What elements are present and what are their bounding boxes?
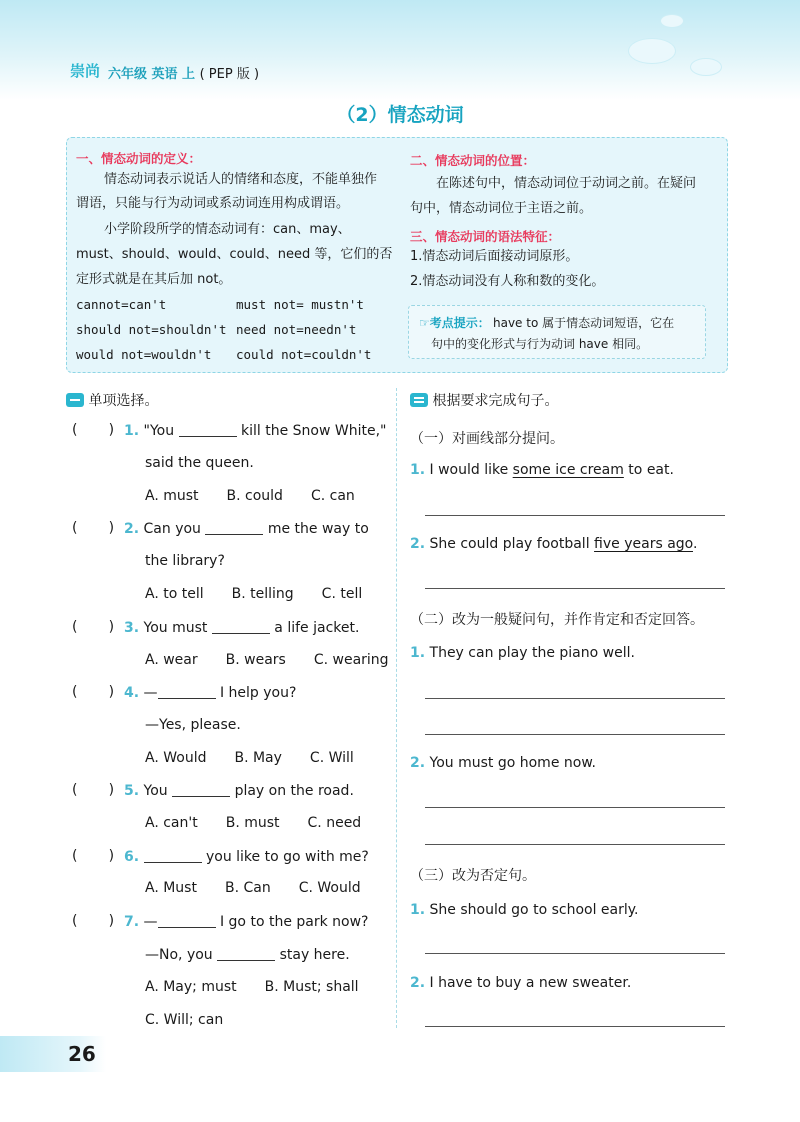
question-2-options: A. to tell B. telling C. tell xyxy=(145,586,363,602)
answer-paren[interactable]: ( ) xyxy=(72,913,115,929)
exam-tip-text-2: 句中的变化形式与行为动词 have 相同。 xyxy=(431,337,649,351)
question-2-cont: the library? xyxy=(145,553,225,569)
answer-line[interactable] xyxy=(425,588,725,589)
feature-item-2: 2.情态动词没有人称和数的变化。 xyxy=(410,274,605,289)
answer-line[interactable] xyxy=(425,953,725,954)
answer-line[interactable] xyxy=(425,734,725,735)
blank[interactable] xyxy=(212,619,270,634)
definition-text-3: 小学阶段所学的情态动词有：can、may、 xyxy=(104,222,351,237)
blank[interactable] xyxy=(144,848,202,863)
question-1-options: A. must B. could C. can xyxy=(145,488,355,504)
section2-title: 根据要求完成句子。 xyxy=(410,390,558,410)
part1-sentence-2: 2. She could play football five years ago. xyxy=(410,536,698,552)
tip-icon: ☞ xyxy=(419,316,430,330)
question-7-cont: —No, you stay here. xyxy=(145,947,350,963)
part1-title: （一）对画线部分提问。 xyxy=(410,431,564,447)
exam-tip-text-1: have to 属于情态动词短语，它在 xyxy=(493,316,675,330)
answer-paren[interactable]: ( ) xyxy=(72,520,115,536)
blank[interactable] xyxy=(205,520,263,535)
blank[interactable] xyxy=(172,782,230,797)
blank[interactable] xyxy=(217,946,275,961)
question-1: 1. "You kill the Snow White," xyxy=(124,423,387,439)
part1-sentence-1: 1. I would like some ice cream to eat. xyxy=(410,462,674,478)
question-7: 7. — I go to the park now? xyxy=(124,914,369,930)
section-two-badge xyxy=(410,393,428,407)
section-one-badge xyxy=(66,393,84,407)
part2-title: （二）改为一般疑问句，并作肯定和否定回答。 xyxy=(410,612,704,628)
question-6-options: A. Must B. Can C. Would xyxy=(145,880,361,896)
feature-item-1: 1.情态动词后面接动词原形。 xyxy=(410,249,579,264)
part2-sentence-2: 2. You must go home now. xyxy=(410,755,596,771)
definition-heading: 一、情态动词的定义： xyxy=(76,151,202,166)
definition-text-1: 情态动词表示说话人的情绪和态度，不能单独作 xyxy=(104,172,378,187)
answer-line[interactable] xyxy=(425,1026,725,1027)
blank[interactable] xyxy=(179,422,237,437)
question-1-cont: said the queen. xyxy=(145,455,254,471)
answer-paren[interactable]: ( ) xyxy=(72,619,115,635)
header-book-title: 六年级 英语 上 ( PEP 版 ) xyxy=(108,67,260,82)
answer-line[interactable] xyxy=(425,844,725,845)
negation-form: should not=shouldn't xyxy=(76,322,227,337)
cloud-decoration xyxy=(628,38,676,64)
position-text-2: 句中，情态动词位于主语之前。 xyxy=(410,201,593,216)
page-title: （2）情态动词 xyxy=(336,104,464,126)
part3-sentence-2: 2. I have to buy a new sweater. xyxy=(410,975,632,991)
blank[interactable] xyxy=(158,684,216,699)
question-6: 6. you like to go with me? xyxy=(124,849,369,865)
answer-line[interactable] xyxy=(425,807,725,808)
negation-form: would not=wouldn't xyxy=(76,347,212,362)
question-2: 2. Can you me the way to xyxy=(124,521,369,537)
question-5-options: A. can't B. must C. need xyxy=(145,815,362,831)
part3-sentence-1: 1. She should go to school early. xyxy=(410,902,639,918)
section1-title: 单项选择。 xyxy=(66,390,158,410)
answer-line[interactable] xyxy=(425,698,725,699)
negation-form: must not= mustn't xyxy=(236,297,364,312)
exam-tip-box xyxy=(408,305,706,359)
question-3: 3. You must a life jacket. xyxy=(124,620,360,636)
position-heading: 二、情态动词的位置： xyxy=(410,153,536,168)
negation-form: cannot=can't xyxy=(76,297,167,312)
question-3-options: A. wear B. wears C. wearing xyxy=(145,652,389,668)
answer-paren[interactable]: ( ) xyxy=(72,422,115,438)
answer-paren[interactable]: ( ) xyxy=(72,782,115,798)
negation-form: need not=needn't xyxy=(236,322,357,337)
question-7-options: A. May; must B. Must; shall xyxy=(145,979,359,995)
cloud-decoration xyxy=(660,14,684,28)
position-text-1: 在陈述句中，情态动词位于动词之前。在疑问 xyxy=(436,176,697,191)
negation-form: could not=couldn't xyxy=(236,347,372,362)
definition-text-4: must、should、would、could、need 等，它们的否 xyxy=(76,247,393,262)
question-5: 5. You play on the road. xyxy=(124,783,354,799)
header-logo: 崇尚 xyxy=(70,62,101,80)
definition-text-5: 定形式就是在其后加 not。 xyxy=(76,272,232,287)
page-number-tab xyxy=(0,1036,106,1072)
question-4-options: A. Would B. May C. Will xyxy=(145,750,354,766)
answer-paren[interactable]: ( ) xyxy=(72,684,115,700)
answer-line[interactable] xyxy=(425,515,725,516)
feature-heading: 三、情态动词的语法特征： xyxy=(410,229,561,244)
question-4: 4. — I help you? xyxy=(124,685,297,701)
definition-text-2: 谓语，只能与行为动词或系动词连用构成谓语。 xyxy=(76,196,350,211)
question-4-cont: —Yes, please. xyxy=(145,717,241,733)
page-number: 26 xyxy=(68,1042,96,1066)
question-7-options-2: C. Will; can xyxy=(145,1012,224,1028)
column-divider xyxy=(396,388,397,1028)
part2-sentence-1: 1. They can play the piano well. xyxy=(410,645,635,661)
part3-title: （三）改为否定句。 xyxy=(410,868,536,884)
exam-tip-label: ☞考点提示： xyxy=(419,316,490,330)
cloud-decoration xyxy=(690,58,722,76)
answer-paren[interactable]: ( ) xyxy=(72,848,115,864)
blank[interactable] xyxy=(158,913,216,928)
